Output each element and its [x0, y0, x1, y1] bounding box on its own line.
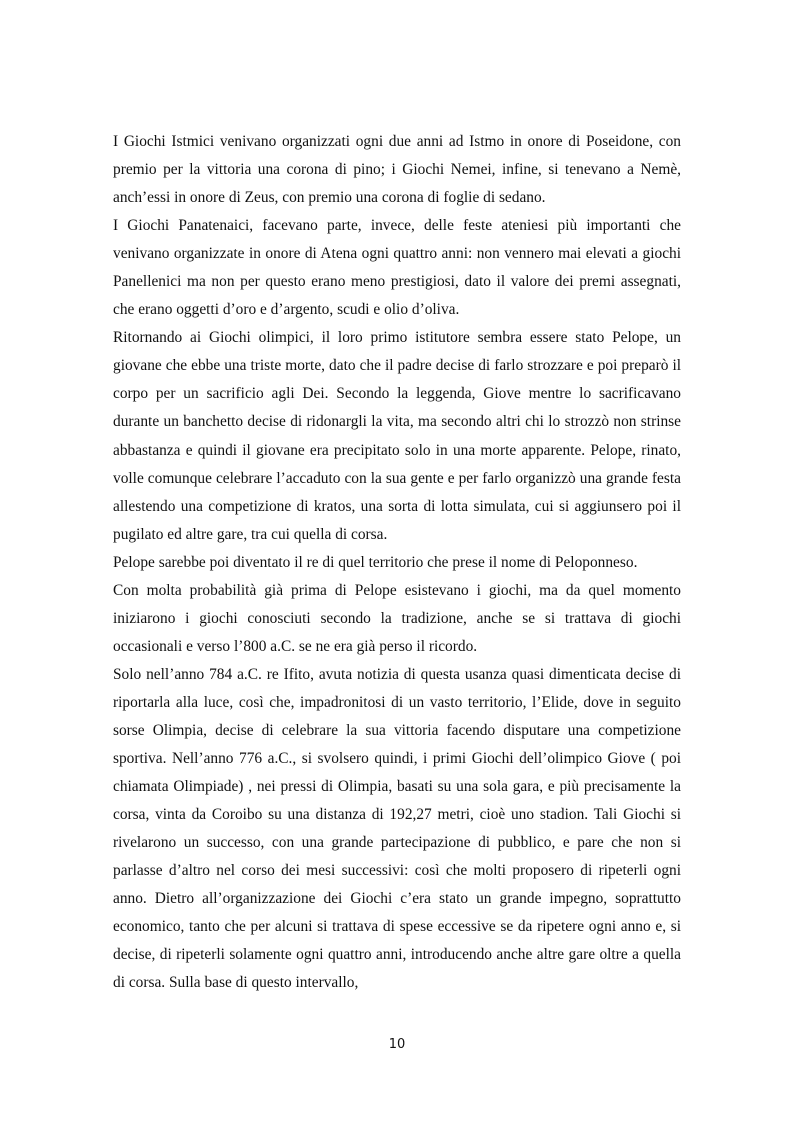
page-number: 10	[388, 1037, 406, 1052]
paragraph-giochi-panatenaici: I Giochi Panatenaici, facevano parte, invece, delle feste ateniesi più importanti che venivano organizzate in onore di Atena ogni quattro anni: non vennero mai elevati a giochi Panellenici ma non per questo erano meno prestigiosi, dato il valore dei premi assegnati, che erano oggetti d’oro e d’argento, scudi e olio d’oliva.	[113, 217, 681, 319]
paragraph-pelope-leggenda: Ritornando ai Giochi olimpici, il loro primo istitutore sembra essere stato Pelope, un giovane che ebbe una triste morte, dato che il padre decise di farlo strozzare e poi preparò il corpo per un sacrificio agli Dei. Secondo la leggenda, Giove mentre lo sacrificavano durante un banchetto decise di ridonargli la vita, ma secondo altri chi lo strozzò non strinse abbastanza e quindi il giovane era precipitato solo in una morte apparente. Pelope, rinato, volle comunque celebrare l’accaduto con la sua gente e per farlo organizzò una grande festa allestendo una competizione di kratos, una sorta di lotta simulata, cui si aggiunsero poi il pugilato ed altre gare, tra cui quella di corsa.	[113, 329, 681, 543]
paragraph-re-ifito: Solo nell’anno 784 a.C. re Ifito, avuta notizia di questa usanza quasi dimenticata decise di riportarla alla luce, così che, impadronitosi di un vasto territorio, l’Elide, dove in seguito sorse Olimpia, decise di celebrare la sua vittoria facendo disputare una competizione sportiva. Nell’anno 776 a.C., si svolsero quindi, i primi Giochi dell’olimpico Giove ( poi chiamata Olimpiade) , nei pressi di Olimpia, basati su una sola gara, e più precisamente la corsa, vinta da Coroibo su una distanza di 192,27 metri, cioè uno stadion. Tali Giochi si rivelarono un successo, con una grande partecipazione di pubblico, e pare che non si parlasse d’altro nel corso dei mesi successivi: così che molti proposero di ripeterli ogni anno. Dietro all’organizzazione dei Giochi c’era stato un grande impegno, soprattutto economico, tanto che per alcuni si trattava di spese eccessive se da ripetere ogni anno e, si decise, di ripeterli solamente ogni quattro anni, introducendo anche altre gare oltre a quella di corsa. Sulla base di questo intervallo,	[113, 665, 681, 992]
body-text	[113, 128, 681, 997]
paragraph-tradizione: Con molta probabilità già prima di Pelope esistevano i giochi, ma da quel momento iniziarono i giochi conosciuti secondo la tradizione, anche se si trattava di giochi occasionali e verso l’800 a.C. se ne era già perso il ricordo.	[113, 581, 681, 655]
paragraph-giochi-istmici: I Giochi Istmici venivano organizzati ogni due anni ad Istmo in onore di Poseidone, con premio per la vittoria una corona di pino; i Giochi Nemei, infine, si tenevano a Nemè, anch’essi in onore di Zeus, con premio una corona di foglie di sedano.	[113, 133, 681, 207]
paragraph-peloponneso: Pelope sarebbe poi diventato il re di quel territorio che prese il nome di Peloponneso.	[113, 553, 638, 571]
